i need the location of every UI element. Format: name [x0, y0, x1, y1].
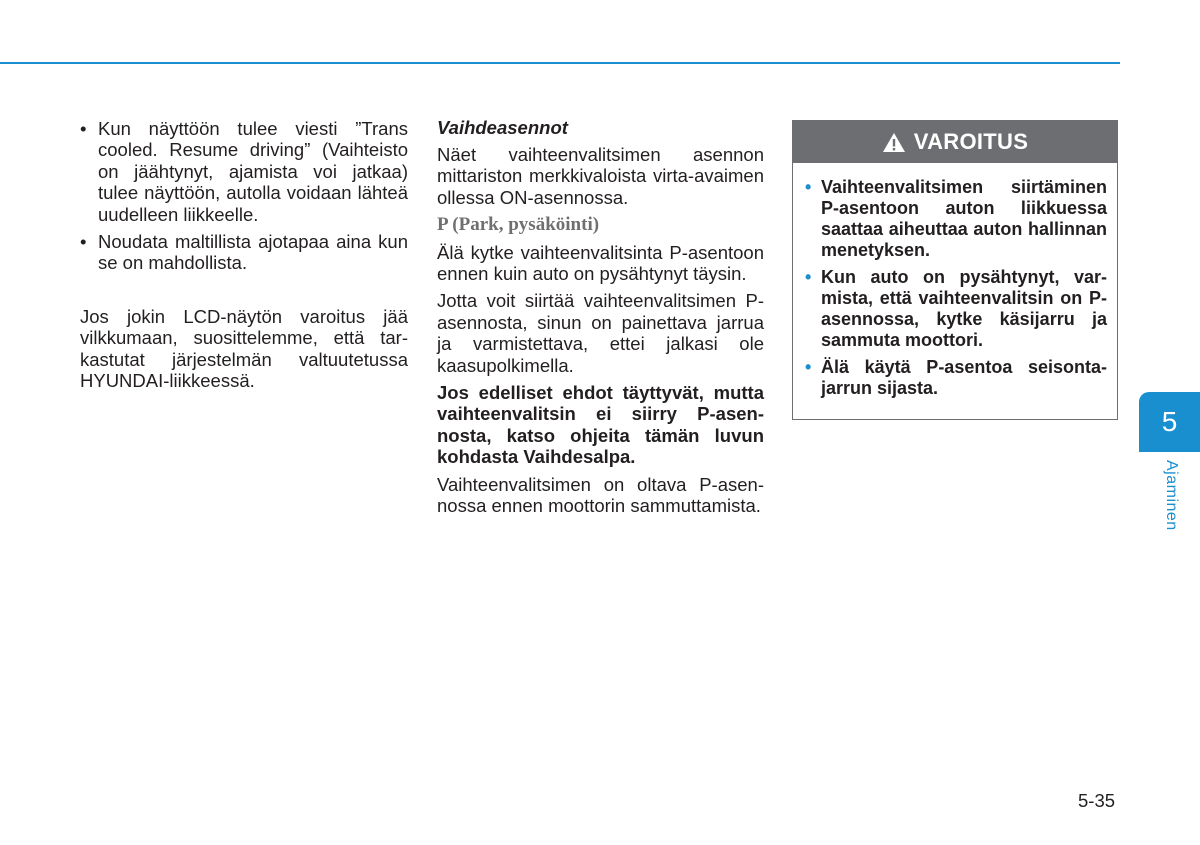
- warning-header: [793, 121, 1117, 163]
- chapter-title: Ajaminen: [1163, 460, 1180, 531]
- lcd-warning-paragraph: Jos jokin LCD-näytön varoitus jää vilkkumaan, suosittelemme, että tarkastutat järjestelmän valtuutetussa HYUNDAI-liikkeessä.: [80, 305, 408, 392]
- intro-paragraph: Näet vaihteenvalitsimen asennon mittariston merkkivaloista virta-avaimen ollessa ON-asennossa.: [437, 144, 764, 208]
- top-rule: [0, 62, 1120, 64]
- column-middle: [437, 118, 764, 517]
- page-number: 5-35: [1078, 790, 1116, 811]
- chapter-tab: [1139, 392, 1200, 452]
- bullet-dot: •: [805, 177, 812, 197]
- warning-item-text: Kun auto on pysähtynyt, varmista, että vaihteenvalitsin on P-asennossa, kytke käsijarru ja sammuta moottori.: [821, 267, 1107, 350]
- list-item: [80, 231, 408, 274]
- park-paragraph-4: Vaihteenvalitsimen on oltava P-asennossa ennen moottorin sammuttamista.: [437, 473, 764, 517]
- warning-title: VAROITUS: [913, 129, 1029, 154]
- chapter-number: 5: [1161, 406, 1178, 437]
- warning-item-text: Älä käytä P-asentoa seisontajarrun sijasta.: [821, 357, 1107, 398]
- warning-list: [793, 163, 1117, 399]
- bullet-dot: •: [80, 118, 87, 139]
- bullet-text: Noudata maltillista ajotapaa aina kun se on mahdollista.: [98, 231, 408, 274]
- warning-box: [792, 120, 1118, 420]
- park-paragraph-bold: Jos edelliset ehdot täyttyvät, mutta vaihteenvalitsin ei siirry P-asennosta, katso ohjeita tämän luvun kohdasta Vaihdesalpa.: [437, 382, 764, 468]
- warning-item: [805, 177, 1107, 261]
- section-heading: Vaihdeasennot: [437, 117, 568, 138]
- bullet-dot: •: [805, 357, 812, 377]
- park-paragraph-1: Älä kytke vaihteenvalitsinta P-asentoon ennen kuin auto on pysähtynyt täysin.: [437, 241, 764, 285]
- warning-item: [805, 357, 1107, 399]
- list-item: [80, 118, 408, 225]
- bullet-dot: •: [80, 231, 87, 253]
- column-left: [80, 118, 408, 391]
- park-subheading: P (Park, pysäköinti): [437, 214, 600, 236]
- warning-item-text: Vaihteenvalitsimen siirtäminen P-asentoon auton liikkuessa saattaa aiheuttaa auton hallinnan menetyksen.: [821, 177, 1107, 260]
- warning-item: [805, 267, 1107, 351]
- bullet-list: [80, 118, 408, 274]
- park-paragraph-2: Jotta voit siirtää vaihteenvalitsimen P-asennosta, sinun on painettava jarrua ja varmistettava, ettei jalkasi ole kaasupolkimella.: [437, 290, 764, 376]
- warning-triangle-icon: [882, 132, 906, 153]
- bullet-dot: •: [805, 267, 812, 287]
- bullet-text: Kun näyttöön tulee viesti ”Trans cooled. Resume driving” (Vaihteisto on jäähtynyt, ajamista voi jatkaa) tulee näyttöön, autolla voidaan lähteä uudelleen liikkeelle.: [98, 118, 408, 225]
